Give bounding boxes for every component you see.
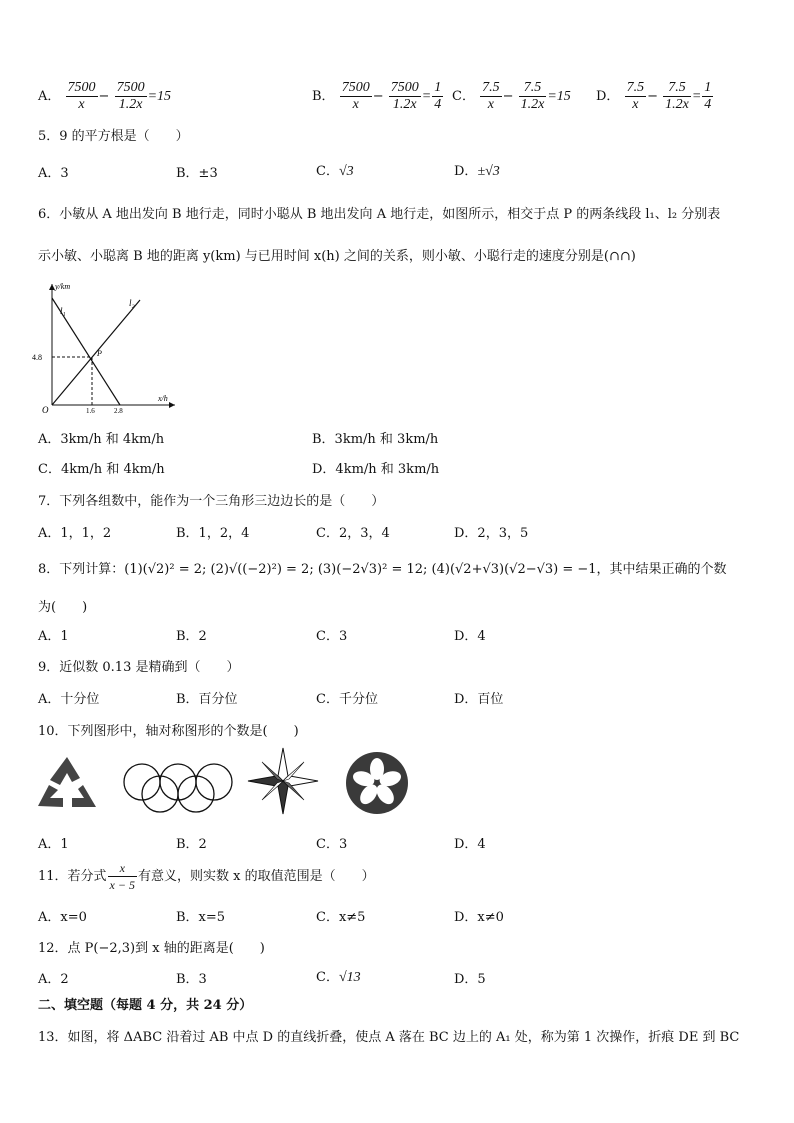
q8-option-b: B．2: [176, 629, 207, 644]
q10-option-a: A．1: [38, 837, 69, 852]
q6-p-label: P: [97, 349, 102, 358]
q6-x-tick-2: 2.8: [114, 407, 123, 415]
q11-stem: 11．若分式 $\frac{x}{x - 5}$ 有意义，则实数 x 的取值范围是（ ）: [38, 861, 375, 892]
q6-y-tick: 4.8: [32, 353, 42, 362]
q4-option-b: B． $\frac{7500}{x}$ − $\frac{7500}{1.2x}$ = $\frac{1}{4}$: [312, 80, 442, 112]
q13-stem: 13．如图，将 ΔABC 沿着过 AB 中点 D 的直线折叠，使点 A 落在 BC 边上的 A₁ 处，称为第 1 次操作，折痕 DE 到 BC: [38, 1030, 740, 1045]
q11-option-d: D．x≠0: [454, 910, 504, 925]
q12-option-b: B．3: [176, 972, 207, 987]
q5-stem: 5．9 的平方根是（ ）: [38, 129, 189, 144]
q6-x-axis-label: x/h: [158, 394, 168, 403]
q9-stem: 9．近似数 0.13 是精确到（ ）: [38, 660, 240, 675]
q6-option-c: C．4km/h 和 4km/h: [38, 462, 165, 477]
flower-emblem-figure: [344, 750, 410, 816]
q5-option-c: C．√3: [316, 164, 354, 179]
section-heading: 二、填空题（每题 4 分，共 24 分）: [38, 998, 253, 1013]
q12-stem: 12．点 P(−2,3)到 x 轴的距离是( ): [38, 941, 265, 956]
q7-option-c: C．2，3，4: [316, 526, 390, 541]
recycle-figure: [36, 754, 98, 812]
q8-option-c: C．3: [316, 629, 348, 644]
q6-y-axis-label: y/km: [55, 282, 71, 291]
q6-x-tick-1: 1.6: [86, 407, 95, 415]
q6-l1-label: l₁: [60, 306, 66, 316]
q6-l2-label: l₂: [129, 298, 135, 308]
q7-option-a: A．1，1，2: [38, 526, 112, 541]
q10-option-d: D．4: [454, 837, 486, 852]
q11-option-b: B．x=5: [176, 910, 226, 925]
q6-origin-label: O: [42, 405, 49, 415]
q12-option-d: D．5: [454, 972, 486, 987]
q4-option-a: A． $\frac{7500}{x}$ − $\frac{7500}{1.2x}$ =15: [38, 80, 172, 112]
q6-stem-line2: 示小敏、小聪离 B 地的距离 y(km) 与已用时间 x(h) 之间的关系，则小敏、小聪行走的速度分别是(∩∩): [38, 249, 636, 264]
q10-option-b: B．2: [176, 837, 207, 852]
q9-option-a: A．十分位: [38, 692, 100, 707]
q5-option-d: D．±√3: [454, 164, 500, 179]
q8-option-d: D．4: [454, 629, 486, 644]
q7-stem: 7．下列各组数中，能作为一个三角形三边边长的是（ ）: [38, 494, 385, 509]
q6-graph: [30, 280, 180, 415]
q5-option-a: A．3: [38, 166, 69, 181]
q9-option-b: B．百分位: [176, 692, 238, 707]
q8-option-a: A．1: [38, 629, 69, 644]
q11-option-a: A．x=0: [38, 910, 87, 925]
rings-figure: [120, 762, 236, 814]
q9-option-c: C．千分位: [316, 692, 378, 707]
compass-star-figure: [246, 746, 320, 816]
q6-option-b: B．3km/h 和 3km/h: [312, 432, 439, 447]
q6-stem-line1: 6．小敏从 A 地出发向 B 地行走，同时小聪从 B 地出发向 A 地行走，如图所示，相交于点 P 的两条线段 l₁、l₂ 分别表: [38, 207, 721, 222]
q7-option-b: B．1，2，4: [176, 526, 250, 541]
q4-option-c: C． $\frac{7.5}{x}$ − $\frac{7.5}{1.2x}$ =15: [452, 80, 571, 112]
q10-option-c: C．3: [316, 837, 348, 852]
q9-option-d: D．百位: [454, 692, 504, 707]
q5-option-b: B．±3: [176, 166, 218, 181]
q6-option-a: A．3km/h 和 4km/h: [38, 432, 165, 447]
q8-stem-line1: 8．下列计算：(1)(√2)² = 2; (2)√((−2)²) = 2; (3)(−2√3)² = 12; (4)(√2+√3)(√2−√3) = −1，其中结果正确的个数: [38, 562, 727, 577]
q11-option-c: C．x≠5: [316, 910, 366, 925]
q4-option-d: D． $\frac{7.5}{x}$ − $\frac{7.5}{1.2x}$ = $\frac{1}{4}$: [596, 80, 712, 112]
q7-option-d: D．2，3，5: [454, 526, 529, 541]
q12-option-c: C．√13: [316, 970, 361, 985]
q8-stem-line2: 为( ): [38, 600, 88, 615]
q6-option-d: D．4km/h 和 3km/h: [312, 462, 440, 477]
q10-stem: 10．下列图形中，轴对称图形的个数是( ): [38, 724, 299, 739]
q12-option-a: A．2: [38, 972, 69, 987]
